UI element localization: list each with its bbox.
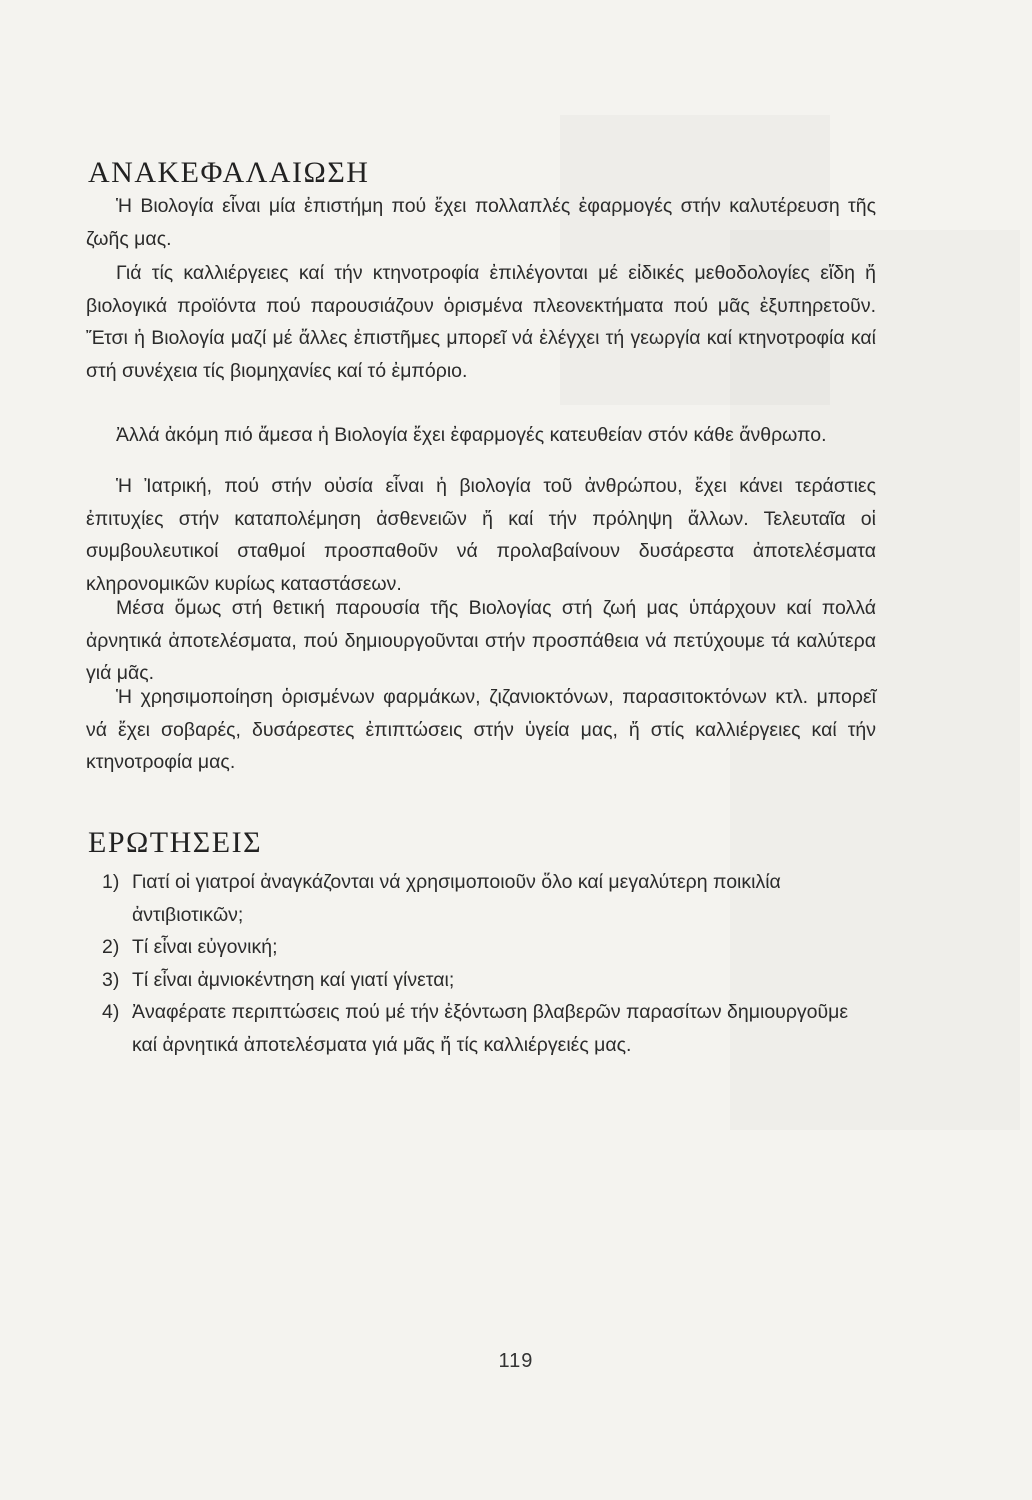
questions-heading: ΕΡΩΤΗΣΕΙΣ <box>88 826 263 859</box>
question-item <box>86 996 876 1061</box>
questions-list <box>86 866 876 1062</box>
question-text: Τί εἶναι εὐγονική; <box>132 936 278 959</box>
question-item <box>86 931 876 964</box>
question-number: 1) <box>102 871 120 893</box>
question-number: 3) <box>102 968 120 991</box>
summary-paragraph: Μέσα ὅμως στή θετική παρουσία τῆς Βιολογίας στή ζωή μας ὑπάρχουν καί πολλά ἀρνητικά ἀποτελέσματα, πού δημιουργοῦνται στήν προσπάθεια νά πετύχουμε τά καλύτερα γιά μᾶς. <box>86 597 876 685</box>
summary-paragraph: Ἡ Βιολογία εἶναι μία ἐπιστήμη πού ἔχει πολλαπλές ἐφαρμογές στήν καλυτέρευση τῆς ζωῆς μας. <box>86 195 876 250</box>
question-text: Γιατί οἱ γιατροί ἀναγκάζονται νά χρησιμοποιοῦν ὅλο καί μεγαλύτερη ποικιλία ἀντιβιοτικῶν; <box>132 871 781 926</box>
summary-paragraph: Ἀλλά ἀκόμη πιό ἄμεσα ἡ Βιολογία ἔχει ἐφαρμογές κατευθείαν στόν κάθε ἄνθρωπο. <box>116 424 827 446</box>
question-number: 2) <box>102 936 120 959</box>
summary-paragraph: Ἡ Ἰατρική, πού στήν οὐσία εἶναι ἡ βιολογία τοῦ ἀνθρώπου, ἔχει κάνει τεράστιες ἐπιτυχίες στήν καταπολέμηση ἀσθενειῶν ἤ καί τήν πρόληψη ἄλλων. Τελευταῖα οἱ συμβουλευτικοί σταθμοί προσπαθοῦν νά προλαβαίνουν δυσάρεστα ἀποτελέσματα κληρονομικῶν κυρίως καταστάσεων. <box>86 475 876 595</box>
page-number: 119 <box>498 1350 534 1372</box>
summary-heading: ΑΝΑΚΕΦΑΛΑΙΩΣΗ <box>88 156 370 189</box>
question-number: 4) <box>102 1001 120 1024</box>
question-text: Ἀναφέρατε περιπτώσεις πού μέ τήν ἐξόντωση βλαβερῶν παρασίτων δημιουργοῦμε καί ἀρνητικά ἀποτελέσματα γιά μᾶς ἤ τίς καλλιέργειές μας. <box>132 1001 849 1056</box>
question-item <box>86 866 876 931</box>
summary-paragraph: Γιά τίς καλλιέργειες καί τήν κτηνοτροφία ἐπιλέγονται μέ εἰδικές μεθοδολογίες εἴδη ἤ βιολογικά προϊόντα πού παρουσιάζουν ὁρισμένα πλεονεκτήματα πού μᾶς ἐξυπηρετοῦν. Ἔτσι ἡ Βιολογία μαζί μέ ἄλλες ἐπιστῆμες μπορεῖ νά ἐλέγχει τή γεωργία καί κτηνοτροφία καί στή συνέχεια τίς βιομηχανίες καί τό ἐμπόριο. <box>86 262 876 382</box>
question-text: Τί εἶναι ἀμνιοκέντηση καί γιατί γίνεται; <box>132 968 455 991</box>
summary-paragraph: Ἡ χρησιμοποίηση ὁρισμένων φαρμάκων, ζιζανιοκτόνων, παρασιτοκτόνων κτλ. μπορεῖ νά ἔχει σοβαρές, δυσάρεστες ἐπιπτώσεις στήν ὑγεία μας, ἤ στίς καλλιέργειες καί τήν κτηνοτροφία μας. <box>86 686 876 774</box>
question-item <box>86 964 876 997</box>
